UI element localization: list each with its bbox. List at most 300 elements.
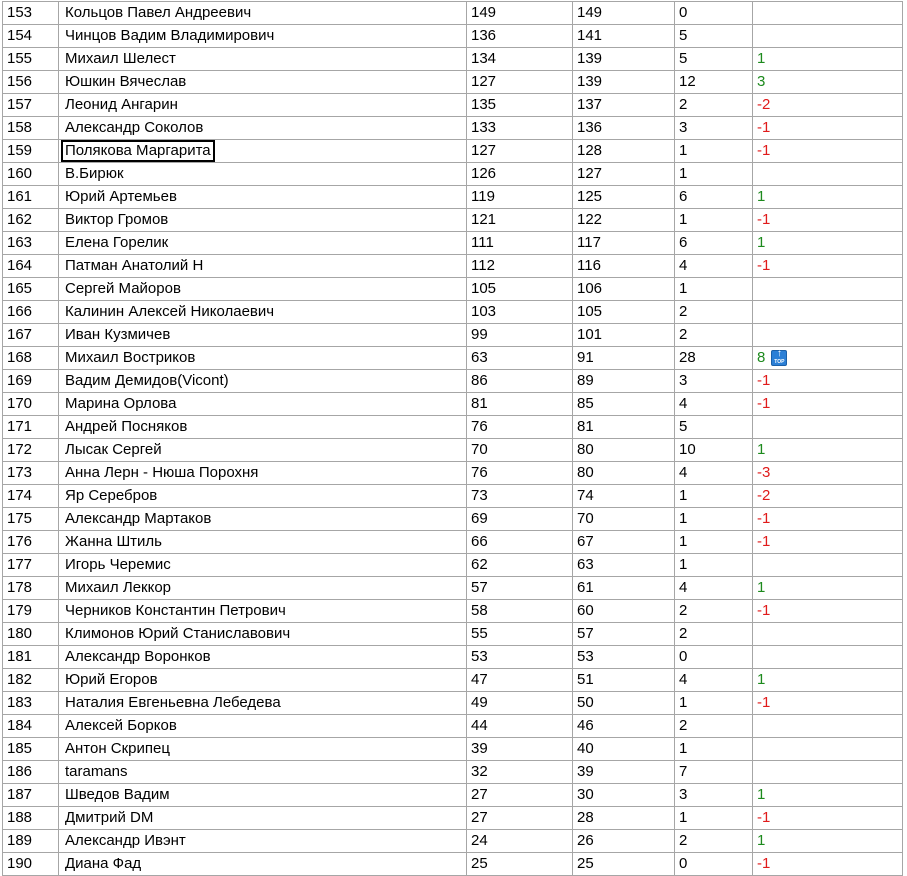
- change-cell: [753, 853, 903, 876]
- name-cell: [59, 71, 467, 94]
- value-a-cell: 62: [467, 554, 573, 577]
- name-cell: [59, 186, 467, 209]
- value-c-cell: 4: [675, 462, 753, 485]
- value-b-cell: 53: [573, 646, 675, 669]
- rank-cell: 185: [3, 738, 59, 761]
- value-c-cell: 0: [675, 2, 753, 25]
- value-a-cell: 47: [467, 669, 573, 692]
- value-a-cell: 69: [467, 508, 573, 531]
- table-row: [3, 646, 903, 669]
- change-value: 1: [757, 234, 766, 251]
- change-cell: [753, 462, 903, 485]
- value-c-cell: 1: [675, 163, 753, 186]
- change-cell: [753, 163, 903, 186]
- table-row: [3, 209, 903, 232]
- change-cell: [753, 140, 903, 163]
- name-cell: [59, 508, 467, 531]
- value-c-cell: 4: [675, 669, 753, 692]
- name-text: Марина Орлова: [65, 395, 177, 412]
- value-a-cell: 57: [467, 577, 573, 600]
- name-text: Лысак Сергей: [65, 441, 162, 458]
- name-cell: [59, 301, 467, 324]
- change-value: -1: [757, 395, 771, 412]
- change-cell: [753, 692, 903, 715]
- change-cell: [753, 71, 903, 94]
- value-b-cell: 136: [573, 117, 675, 140]
- value-b-cell: 74: [573, 485, 675, 508]
- name-cell: [59, 439, 467, 462]
- name-text: Юрий Егоров: [65, 671, 158, 688]
- value-a-cell: 25: [467, 853, 573, 876]
- value-a-cell: 76: [467, 416, 573, 439]
- name-text: Юшкин Вячеслав: [65, 73, 187, 90]
- value-a-cell: 73: [467, 485, 573, 508]
- value-b-cell: 63: [573, 554, 675, 577]
- table-row: [3, 140, 903, 163]
- change-cell: [753, 761, 903, 784]
- name-cell: [59, 807, 467, 830]
- value-a-cell: 135: [467, 94, 573, 117]
- value-c-cell: 3: [675, 117, 753, 140]
- value-b-cell: 127: [573, 163, 675, 186]
- value-c-cell: 2: [675, 600, 753, 623]
- change-value: -1: [757, 855, 771, 872]
- change-cell: [753, 25, 903, 48]
- value-b-cell: 149: [573, 2, 675, 25]
- value-c-cell: 28: [675, 347, 753, 370]
- value-c-cell: 4: [675, 577, 753, 600]
- value-b-cell: 106: [573, 278, 675, 301]
- value-b-cell: 128: [573, 140, 675, 163]
- change-value: -1: [757, 257, 771, 274]
- value-b-cell: 85: [573, 393, 675, 416]
- name-cell: [59, 25, 467, 48]
- name-text: Александр Мартаков: [65, 510, 212, 527]
- change-cell: [753, 416, 903, 439]
- table-row: [3, 2, 903, 25]
- value-c-cell: 1: [675, 807, 753, 830]
- value-b-cell: 25: [573, 853, 675, 876]
- change-value: -2: [757, 96, 771, 113]
- value-c-cell: 3: [675, 784, 753, 807]
- rank-cell: 161: [3, 186, 59, 209]
- value-b-cell: 46: [573, 715, 675, 738]
- change-cell: [753, 508, 903, 531]
- table-row: [3, 554, 903, 577]
- ranking-table-body: [3, 2, 903, 876]
- change-cell: [753, 784, 903, 807]
- table-row: [3, 232, 903, 255]
- change-value: 3: [757, 73, 766, 90]
- change-value: -2: [757, 487, 771, 504]
- change-value: 1: [757, 188, 766, 205]
- change-cell: [753, 324, 903, 347]
- top-badge-label: TOP: [774, 359, 785, 366]
- name-text: Александр Ивэнт: [65, 832, 186, 849]
- name-cell: [59, 600, 467, 623]
- rank-cell: 157: [3, 94, 59, 117]
- change-cell: [753, 830, 903, 853]
- value-c-cell: 7: [675, 761, 753, 784]
- name-text: Вадим Демидов(Vicont): [65, 372, 229, 389]
- name-text: Андрей Посняков: [65, 418, 188, 435]
- name-cell: [59, 784, 467, 807]
- table-row: [3, 255, 903, 278]
- table-row: [3, 761, 903, 784]
- name-text: Антон Скрипец: [65, 740, 170, 757]
- value-a-cell: 39: [467, 738, 573, 761]
- change-value: -1: [757, 602, 771, 619]
- table-row: [3, 25, 903, 48]
- rank-cell: 164: [3, 255, 59, 278]
- value-a-cell: 86: [467, 370, 573, 393]
- change-cell: [753, 2, 903, 25]
- change-cell: [753, 531, 903, 554]
- value-c-cell: 2: [675, 830, 753, 853]
- rank-cell: 177: [3, 554, 59, 577]
- rank-cell: 179: [3, 600, 59, 623]
- change-value: -3: [757, 464, 771, 481]
- value-c-cell: 2: [675, 94, 753, 117]
- name-cell: [59, 163, 467, 186]
- value-a-cell: 63: [467, 347, 573, 370]
- name-cell: [59, 2, 467, 25]
- value-b-cell: 80: [573, 439, 675, 462]
- name-cell: [59, 255, 467, 278]
- value-a-cell: 126: [467, 163, 573, 186]
- rank-cell: 186: [3, 761, 59, 784]
- value-a-cell: 105: [467, 278, 573, 301]
- table-row: [3, 439, 903, 462]
- value-c-cell: 1: [675, 738, 753, 761]
- table-row: [3, 94, 903, 117]
- value-a-cell: 53: [467, 646, 573, 669]
- table-row: [3, 370, 903, 393]
- value-c-cell: 2: [675, 715, 753, 738]
- value-c-cell: 1: [675, 278, 753, 301]
- rank-cell: 181: [3, 646, 59, 669]
- name-cell: [59, 531, 467, 554]
- value-c-cell: 1: [675, 485, 753, 508]
- value-a-cell: 27: [467, 784, 573, 807]
- change-value: -1: [757, 372, 771, 389]
- value-b-cell: 28: [573, 807, 675, 830]
- value-b-cell: 139: [573, 48, 675, 71]
- value-c-cell: 1: [675, 692, 753, 715]
- name-cell: [59, 140, 467, 163]
- value-a-cell: 49: [467, 692, 573, 715]
- value-b-cell: 50: [573, 692, 675, 715]
- name-text: Леонид Ангарин: [65, 96, 178, 113]
- rank-cell: 153: [3, 2, 59, 25]
- name-text: Патман Анатолий Н: [65, 257, 204, 274]
- value-c-cell: 0: [675, 853, 753, 876]
- name-text: Климонов Юрий Станиславович: [65, 625, 291, 642]
- name-cell: [59, 853, 467, 876]
- change-cell: [753, 738, 903, 761]
- value-a-cell: 134: [467, 48, 573, 71]
- name-cell: [59, 393, 467, 416]
- rank-cell: 159: [3, 140, 59, 163]
- selected-name-text: Полякова Маргарита: [61, 140, 215, 162]
- name-text: Юрий Артемьев: [65, 188, 177, 205]
- value-b-cell: 116: [573, 255, 675, 278]
- table-row: [3, 600, 903, 623]
- value-b-cell: 91: [573, 347, 675, 370]
- value-c-cell: 12: [675, 71, 753, 94]
- change-value: 1: [757, 671, 766, 688]
- value-c-cell: 1: [675, 140, 753, 163]
- value-c-cell: 6: [675, 186, 753, 209]
- table-row: [3, 830, 903, 853]
- name-cell: [59, 347, 467, 370]
- name-cell: [59, 623, 467, 646]
- change-value: -1: [757, 694, 771, 711]
- value-a-cell: 70: [467, 439, 573, 462]
- change-cell: [753, 439, 903, 462]
- name-cell: [59, 278, 467, 301]
- value-a-cell: 112: [467, 255, 573, 278]
- name-text: Кольцов Павел Андреевич: [65, 4, 252, 21]
- value-a-cell: 58: [467, 600, 573, 623]
- name-cell: [59, 830, 467, 853]
- name-text: Дмитрий DM: [65, 809, 154, 826]
- value-b-cell: 61: [573, 577, 675, 600]
- change-cell: [753, 347, 903, 370]
- name-text: Калинин Алексей Николаевич: [65, 303, 275, 320]
- table-row: [3, 853, 903, 876]
- rank-cell: 188: [3, 807, 59, 830]
- value-b-cell: 101: [573, 324, 675, 347]
- change-value: -1: [757, 809, 771, 826]
- value-c-cell: 6: [675, 232, 753, 255]
- value-a-cell: 66: [467, 531, 573, 554]
- table-row: [3, 416, 903, 439]
- change-cell: [753, 600, 903, 623]
- rank-cell: 178: [3, 577, 59, 600]
- change-cell: [753, 807, 903, 830]
- rank-cell: 156: [3, 71, 59, 94]
- value-b-cell: 141: [573, 25, 675, 48]
- value-c-cell: 1: [675, 554, 753, 577]
- value-a-cell: 55: [467, 623, 573, 646]
- change-cell: [753, 278, 903, 301]
- change-cell: [753, 117, 903, 140]
- change-value: 1: [757, 832, 766, 849]
- rank-cell: 155: [3, 48, 59, 71]
- name-text: Елена Горелик: [65, 234, 169, 251]
- rank-cell: 180: [3, 623, 59, 646]
- rank-cell: 160: [3, 163, 59, 186]
- name-cell: [59, 94, 467, 117]
- name-cell: [59, 324, 467, 347]
- name-cell: [59, 646, 467, 669]
- value-a-cell: 136: [467, 25, 573, 48]
- value-b-cell: 70: [573, 508, 675, 531]
- value-c-cell: 0: [675, 646, 753, 669]
- rank-cell: 184: [3, 715, 59, 738]
- name-text: Михаил Леккор: [65, 579, 172, 596]
- change-cell: [753, 232, 903, 255]
- name-cell: [59, 117, 467, 140]
- change-cell: [753, 485, 903, 508]
- value-b-cell: 139: [573, 71, 675, 94]
- change-value: -1: [757, 510, 771, 527]
- change-cell: [753, 94, 903, 117]
- ranking-table: [2, 1, 903, 876]
- rank-cell: 171: [3, 416, 59, 439]
- name-cell: [59, 738, 467, 761]
- name-cell: [59, 669, 467, 692]
- change-cell: [753, 623, 903, 646]
- rank-cell: 162: [3, 209, 59, 232]
- value-a-cell: 27: [467, 807, 573, 830]
- top-badge-icon: [771, 350, 787, 366]
- name-text: Яр Серебров: [65, 487, 158, 504]
- table-row: [3, 807, 903, 830]
- table-row: [3, 278, 903, 301]
- value-a-cell: 121: [467, 209, 573, 232]
- table-row: [3, 462, 903, 485]
- name-cell: [59, 416, 467, 439]
- name-text: Черников Константин Петрович: [65, 602, 286, 619]
- value-b-cell: 51: [573, 669, 675, 692]
- table-row: [3, 784, 903, 807]
- name-text: Шведов Вадим: [65, 786, 170, 803]
- change-cell: [753, 301, 903, 324]
- value-b-cell: 67: [573, 531, 675, 554]
- table-row: [3, 623, 903, 646]
- change-cell: [753, 209, 903, 232]
- value-c-cell: 2: [675, 301, 753, 324]
- name-text: taramans: [65, 763, 128, 780]
- name-cell: [59, 370, 467, 393]
- change-cell: [753, 255, 903, 278]
- name-cell: [59, 577, 467, 600]
- name-text: Михаил Шелест: [65, 50, 176, 67]
- table-row: [3, 669, 903, 692]
- table-row: [3, 163, 903, 186]
- change-cell: [753, 554, 903, 577]
- table-row: [3, 117, 903, 140]
- rank-cell: 182: [3, 669, 59, 692]
- change-value: 1: [757, 579, 766, 596]
- value-a-cell: 24: [467, 830, 573, 853]
- table-row: [3, 508, 903, 531]
- value-a-cell: 99: [467, 324, 573, 347]
- change-value: 1: [757, 50, 766, 67]
- name-cell: [59, 209, 467, 232]
- change-value: 1: [757, 786, 766, 803]
- table-row: [3, 324, 903, 347]
- name-cell: [59, 232, 467, 255]
- name-cell: [59, 48, 467, 71]
- value-c-cell: 5: [675, 25, 753, 48]
- rank-cell: 158: [3, 117, 59, 140]
- value-b-cell: 60: [573, 600, 675, 623]
- name-text: Алексей Борков: [65, 717, 177, 734]
- change-cell: [753, 186, 903, 209]
- table-row: [3, 485, 903, 508]
- value-b-cell: 30: [573, 784, 675, 807]
- table-row: [3, 347, 903, 370]
- value-b-cell: 89: [573, 370, 675, 393]
- rank-cell: 166: [3, 301, 59, 324]
- value-c-cell: 5: [675, 416, 753, 439]
- name-cell: [59, 715, 467, 738]
- rank-cell: 163: [3, 232, 59, 255]
- change-cell: [753, 577, 903, 600]
- name-cell: [59, 462, 467, 485]
- name-text: Михаил Востриков: [65, 349, 196, 366]
- value-b-cell: 137: [573, 94, 675, 117]
- table-row: [3, 393, 903, 416]
- value-c-cell: 1: [675, 531, 753, 554]
- rank-cell: 187: [3, 784, 59, 807]
- table-row: [3, 577, 903, 600]
- value-c-cell: 5: [675, 48, 753, 71]
- rank-cell: 190: [3, 853, 59, 876]
- rank-cell: 172: [3, 439, 59, 462]
- rank-cell: 169: [3, 370, 59, 393]
- rank-cell: 167: [3, 324, 59, 347]
- value-a-cell: 76: [467, 462, 573, 485]
- table-row: [3, 71, 903, 94]
- table-row: [3, 186, 903, 209]
- name-text: В.Бирюк: [65, 165, 124, 182]
- value-b-cell: 39: [573, 761, 675, 784]
- change-cell: [753, 646, 903, 669]
- value-a-cell: 119: [467, 186, 573, 209]
- name-cell: [59, 554, 467, 577]
- table-row: [3, 692, 903, 715]
- name-text: Александр Воронков: [65, 648, 211, 665]
- value-a-cell: 149: [467, 2, 573, 25]
- value-a-cell: 133: [467, 117, 573, 140]
- name-cell: [59, 761, 467, 784]
- name-text: Александр Соколов: [65, 119, 204, 136]
- value-c-cell: 2: [675, 324, 753, 347]
- value-c-cell: 2: [675, 623, 753, 646]
- rank-cell: 170: [3, 393, 59, 416]
- table-row: [3, 531, 903, 554]
- change-value: -1: [757, 119, 771, 136]
- change-value: -1: [757, 533, 771, 550]
- value-b-cell: 26: [573, 830, 675, 853]
- top-badge-arrow: ↑: [776, 348, 782, 360]
- name-text: Иван Кузмичев: [65, 326, 171, 343]
- value-c-cell: 3: [675, 370, 753, 393]
- value-a-cell: 81: [467, 393, 573, 416]
- value-c-cell: 4: [675, 255, 753, 278]
- value-a-cell: 32: [467, 761, 573, 784]
- name-cell: [59, 485, 467, 508]
- name-cell: [59, 692, 467, 715]
- rank-cell: 189: [3, 830, 59, 853]
- change-cell: [753, 715, 903, 738]
- table-row: [3, 301, 903, 324]
- change-cell: [753, 48, 903, 71]
- value-b-cell: 117: [573, 232, 675, 255]
- table-row: [3, 715, 903, 738]
- table-row: [3, 48, 903, 71]
- value-a-cell: 44: [467, 715, 573, 738]
- value-b-cell: 40: [573, 738, 675, 761]
- value-b-cell: 125: [573, 186, 675, 209]
- rank-cell: 175: [3, 508, 59, 531]
- change-cell: [753, 393, 903, 416]
- rank-cell: 183: [3, 692, 59, 715]
